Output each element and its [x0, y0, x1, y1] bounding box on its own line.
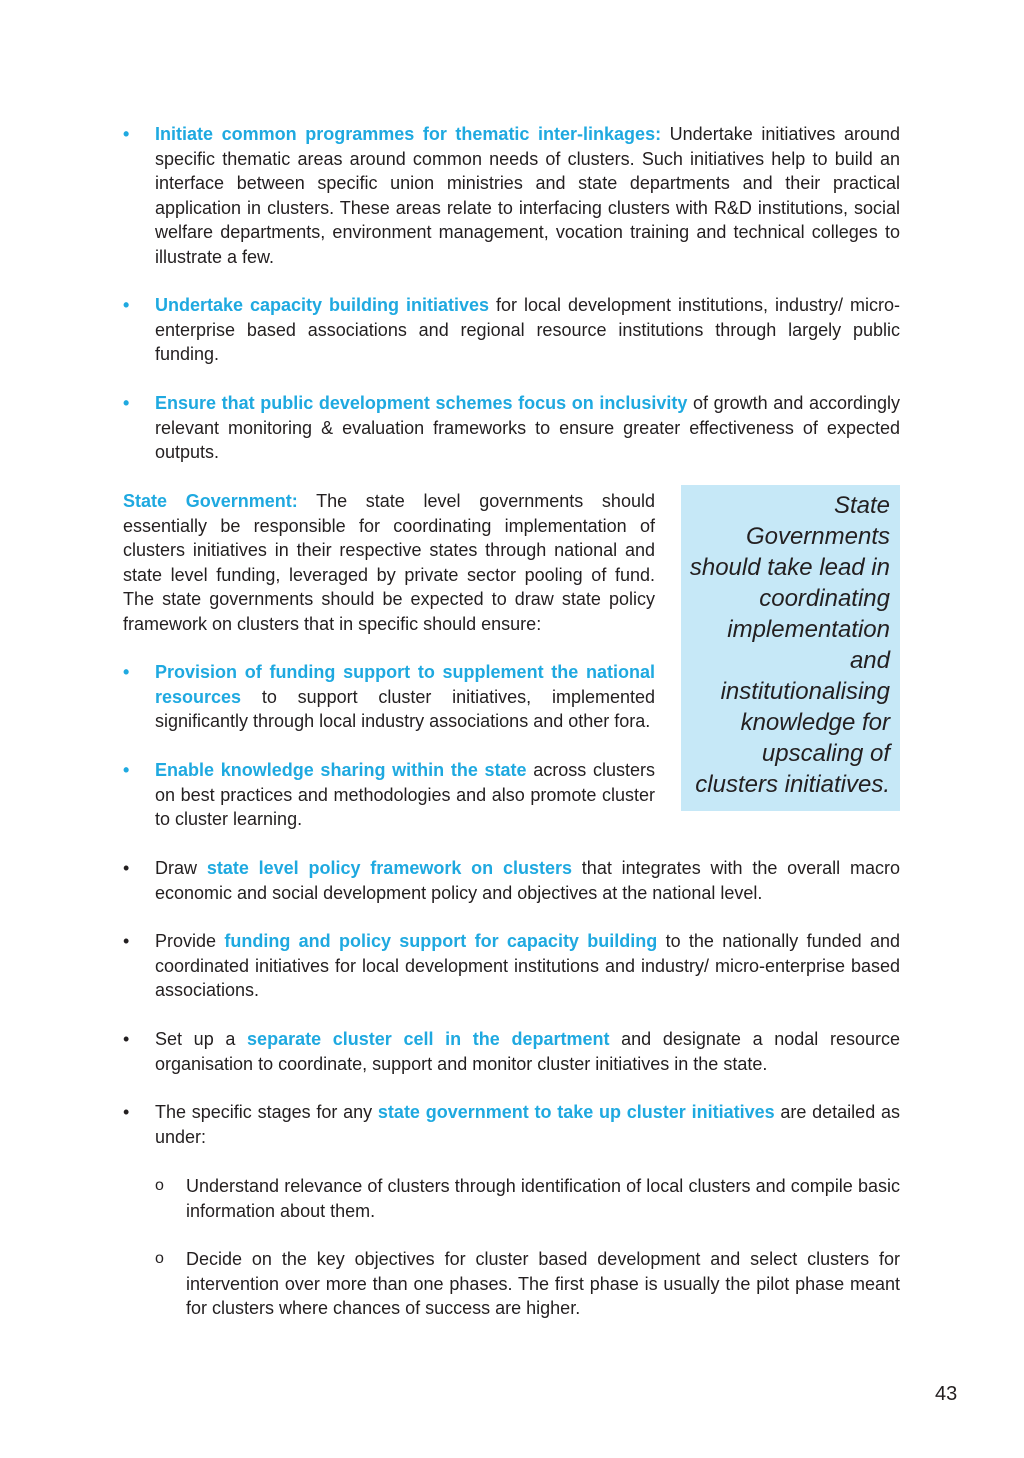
bullet-text	[155, 391, 900, 465]
bullet-highlight: state government to take up cluster initiatives	[377, 1102, 775, 1122]
bullet-item-capacity-funding	[123, 929, 900, 1003]
bullet-item-funding-support	[123, 660, 655, 734]
bullet-marker: •	[123, 858, 130, 878]
bullet-marker: •	[123, 124, 130, 144]
bullet-after: and designate a nodal resource organisation to coordinate, support and monitor cluster initiatives in the state.	[155, 1029, 900, 1074]
bullet-highlight: Initiate common programmes for thematic inter-linkages:	[155, 124, 662, 144]
bullet-body: to support cluster initiatives, implemented significantly through local industry associations and other fora.	[155, 686, 655, 731]
bullet-highlight: Undertake capacity building initiatives	[155, 295, 489, 315]
bullet-text	[155, 660, 655, 734]
bullet-text	[155, 1027, 900, 1076]
state-government-body: The state level governments should essentially be responsible for coordinating implementation of clusters initiatives in their respective states through national and state level funding, leveraged by private sector pooling of fund. The state governments should be expected to draw state policy framework on clusters that in specific should ensure:	[123, 491, 655, 634]
bullet-marker: •	[123, 393, 130, 413]
bullet-after: that integrates with the overall macro economic and social development policy and objectives at the national level.	[155, 858, 900, 903]
bullet-before: Provide	[155, 931, 225, 951]
sub-bullet-text: Decide on the key objectives for cluster based development and select clusters for intervention over more than one phases. The first phase is usually the pilot phase meant for clusters where chances of success are higher.	[186, 1249, 900, 1318]
bullet-item-policy-framework	[123, 856, 900, 905]
bullet-body: of growth and accordingly relevant monitoring & evaluation frameworks to ensure greater effectiveness of expected outputs.	[155, 393, 900, 462]
bullet-item-knowledge-sharing	[123, 758, 655, 832]
sub-bullet-text: Understand relevance of clusters through identification of local clusters and compile basic information about them.	[186, 1176, 900, 1221]
bullet-marker: •	[123, 931, 130, 951]
bullet-item-inclusivity	[123, 391, 900, 465]
state-government-paragraph	[123, 489, 655, 636]
bullet-text	[155, 122, 900, 269]
sub-bullet-item-objectives	[155, 1247, 900, 1321]
bullet-highlight: Enable knowledge sharing within the state	[155, 760, 527, 780]
bullet-marker: •	[123, 662, 130, 682]
bullet-highlight: state level policy framework on clusters	[206, 858, 572, 878]
bullet-text	[155, 293, 900, 367]
page-number: 43	[935, 1383, 958, 1405]
bullet-item-capacity-building	[123, 293, 900, 367]
sub-bullet-marker: o	[155, 1177, 164, 1194]
callout-box	[681, 485, 900, 811]
callout-text: State Governments should take lead in coordinating implementation and institutionalising knowledge for upscaling of clusters initiatives.	[689, 492, 890, 798]
bullet-text	[155, 856, 900, 905]
bullet-highlight: Provision of funding support to supplement the national resources	[155, 662, 655, 707]
state-government-text	[123, 489, 655, 636]
bullet-before: Draw	[155, 858, 207, 878]
state-government-heading: State Government:	[123, 491, 298, 511]
bullet-marker: •	[123, 1102, 130, 1122]
bullet-after: to the nationally funded and coordinated initiatives for local development institutions and industry/ micro-enterprise based associations.	[155, 931, 900, 1000]
bullet-text	[155, 929, 900, 1003]
bullet-item-cluster-cell	[123, 1027, 900, 1076]
bullet-marker: •	[123, 1029, 130, 1049]
bullet-item-thematic-programmes	[123, 122, 900, 269]
bullet-highlight: funding and policy support for capacity building	[224, 931, 658, 951]
bullet-before: Set up a	[155, 1029, 248, 1049]
bullet-body: for local development institutions, industry/ micro-enterprise based associations and regional resource institutions through largely public funding.	[155, 295, 900, 364]
bullet-body: Undertake initiatives around specific thematic areas around common needs of clusters. Such initiatives help to build an interface between specific union ministries and state departments and their practical application in clusters. These areas relate to interfacing clusters with R&D institutions, social welfare departments, environment management, vocation training and technical colleges to illustrate a few.	[155, 124, 900, 267]
bullet-after: are detailed as under:	[155, 1102, 900, 1147]
sub-bullet-item-relevance	[155, 1174, 900, 1223]
bullet-body: across clusters on best practices and methodologies and also promote cluster to cluster learning.	[155, 760, 655, 829]
sub-bullet-marker: o	[155, 1250, 164, 1267]
bullet-highlight: separate cluster cell in the department	[247, 1029, 610, 1049]
bullet-text	[155, 758, 655, 832]
bullet-before: The specific stages for any	[155, 1102, 378, 1122]
bullet-highlight: Ensure that public development schemes focus on inclusivity	[155, 393, 688, 413]
bullet-marker: •	[123, 760, 130, 780]
bullet-item-specific-stages	[123, 1100, 900, 1149]
bullet-text	[155, 1100, 900, 1149]
bullet-marker: •	[123, 295, 130, 315]
